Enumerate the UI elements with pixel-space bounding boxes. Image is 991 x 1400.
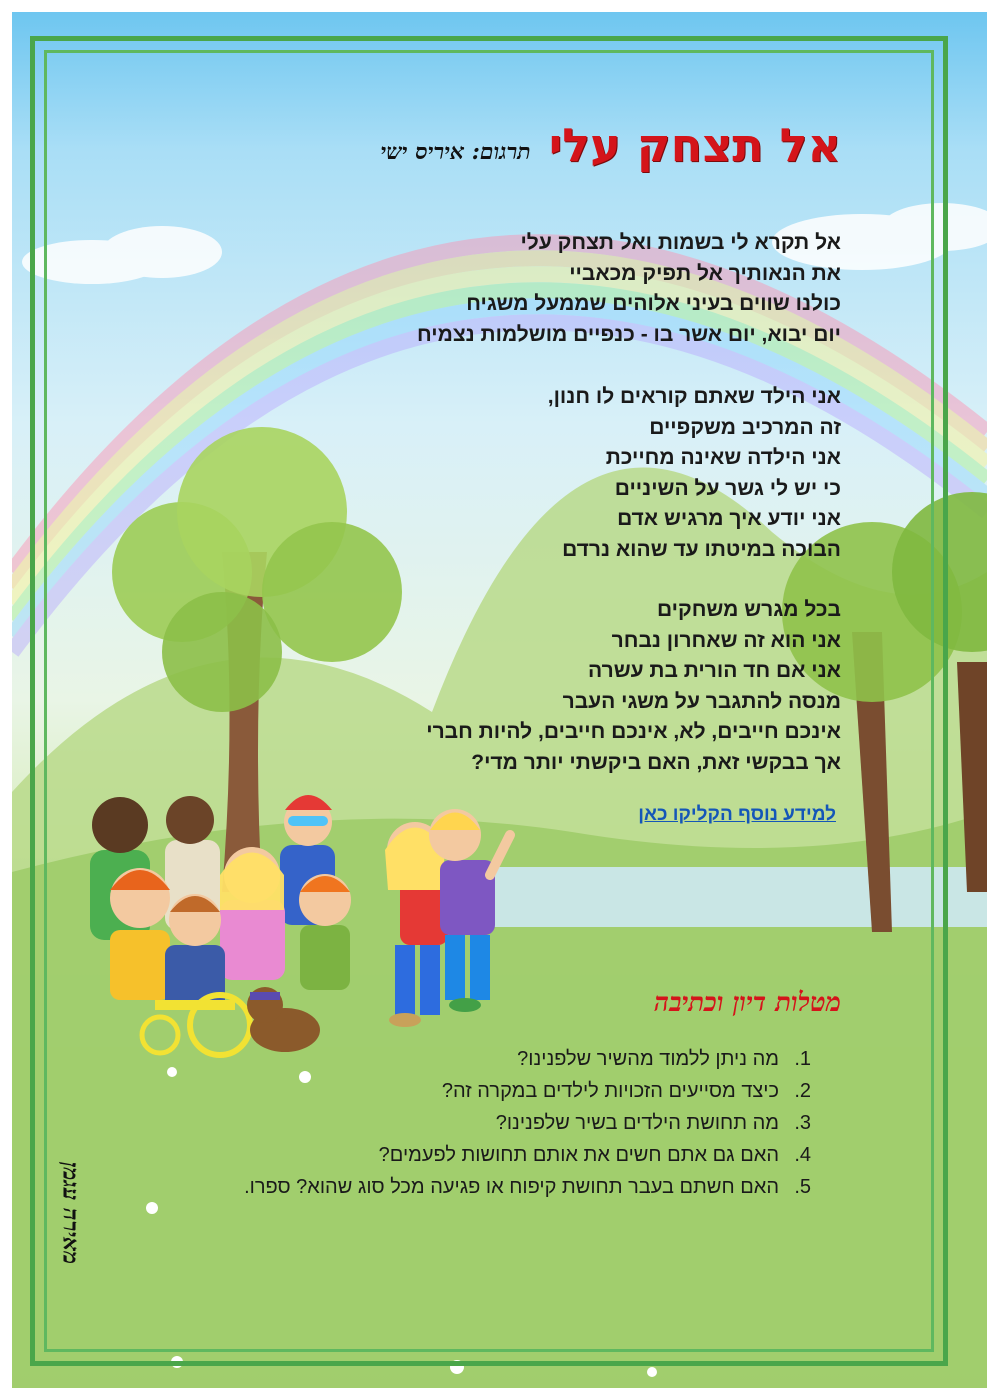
question-number: 5. <box>794 1176 811 1198</box>
poem-stanza-3 <box>301 595 841 778</box>
question-text: כיצד מסייעים הזכויות לילדים במקרה זה? <box>441 1080 779 1102</box>
poem-line: אני הילדה שאינה מחייכת <box>605 446 841 469</box>
question-text: מה תחושת הילדים בשיר שלפנינו? <box>495 1112 779 1134</box>
poem-line: אני יודע איך מרגיש אדם <box>617 507 841 530</box>
list-item <box>131 1075 811 1107</box>
poem-line: את הנאותיך אל תפיק מכאביי <box>569 261 841 285</box>
translator-credit: תרגום: איריס ישי <box>380 139 531 165</box>
poem-line: אל תקרא לי בשמות ואל תצחק עלי <box>520 231 841 254</box>
discussion-questions-list <box>131 1043 811 1203</box>
author-signature <box>50 1145 90 1295</box>
list-item <box>131 1139 811 1171</box>
poem-line: בכל מגרש משחקים <box>656 598 841 621</box>
question-number: 4. <box>794 1144 811 1166</box>
group-of-cartoon-children-icon <box>70 780 520 1070</box>
question-number: 2. <box>794 1080 811 1102</box>
poem-line: כי יש לי גשר על השיניים <box>614 476 841 500</box>
poem-line: אני הילד שאתם קוראים לו חנון, <box>547 385 841 408</box>
poem-line: כולנו שווים בעיני אלוהים שממעל משגיח <box>466 292 841 315</box>
poem-line: אני הוא זה שאחרון נבחר <box>611 628 841 652</box>
author-signature-text: מאירה עגמן <box>57 1161 84 1265</box>
question-number: 1. <box>794 1048 811 1070</box>
poem-line: יום יבוא, יום אשר בו - כנפיים מושלמות נצמיח <box>417 322 841 346</box>
page-title: אל תצחק עלי <box>548 118 841 172</box>
poem-line: הבוכה במיטתו עד שהוא נרדם <box>562 537 841 561</box>
poem-line: אני אם חד הורית בת עשרה <box>588 659 841 682</box>
header <box>241 110 841 180</box>
question-number: 3. <box>794 1112 811 1134</box>
list-item <box>131 1171 811 1203</box>
poem-stanza-1 <box>301 228 841 350</box>
discussion-title: מטלות דיון וכתיבה <box>654 988 841 1018</box>
poem-line: מנסה להתגבר על משגי העבר <box>562 689 841 713</box>
poem-line: זה המרכיב משקפיים <box>649 415 841 439</box>
question-text: האם חשתם בעבר תחושת קיפוח או פגיעה מכל סוג שהוא? ספרו. <box>244 1176 779 1198</box>
question-text: מה ניתן ללמוד מהשיר שלפנינו? <box>517 1048 779 1070</box>
more-info-link[interactable]: למידע נוסף הקליקו כאן <box>638 804 836 825</box>
list-item <box>131 1043 811 1075</box>
poem-line: אינכם חייבים, לא, אינכם חייבים, להיות חברי <box>426 720 841 743</box>
poem-line: אך בבקשי זאת, האם ביקשתי יותר מדי? <box>471 750 841 774</box>
question-text: האם גם אתם חשים את אותם תחושות לפעמים? <box>378 1144 779 1166</box>
list-item <box>131 1107 811 1139</box>
poem-stanza-2 <box>301 382 841 565</box>
